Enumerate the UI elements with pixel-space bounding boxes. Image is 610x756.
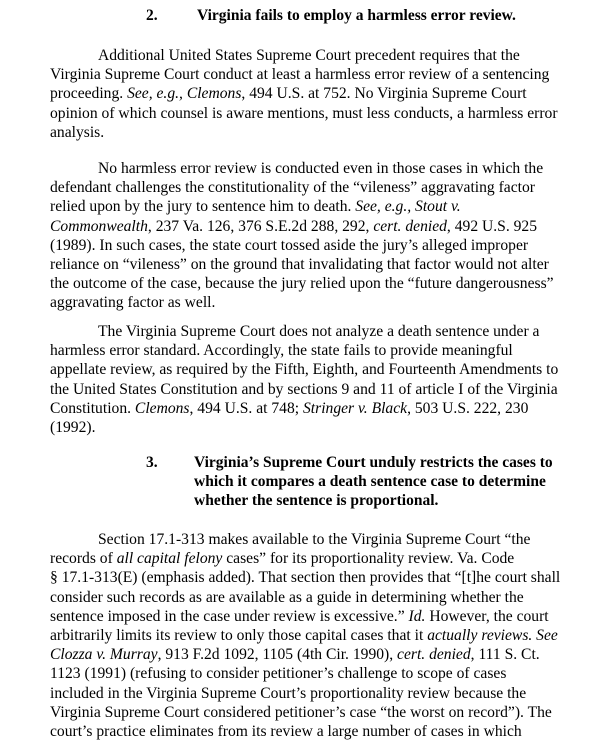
section-2-heading [146,6,566,26]
text-run: appellate review, as required by the Fifth, Eighth, and Fourteenth Amendments to [50,361,559,379]
text-line [50,123,570,142]
text-line [50,626,570,645]
text-line [50,322,570,341]
text-line [50,399,570,418]
section-3-title [194,453,553,510]
text-line [50,418,570,437]
text-line [50,217,570,236]
text-run: Constitution. [50,399,135,417]
text-line [50,722,570,741]
text-run: records of [50,550,117,568]
text-run: The Virginia Supreme Court does not analyze a death sentence under a [98,323,540,340]
text-line [50,607,570,626]
text-run: Additional United States Supreme Court precedent requires that the [98,47,520,64]
paragraph-vileness-factor [50,159,570,313]
italic-citation: Stringer v. Black [303,399,408,417]
text-line [50,236,570,255]
text-run: , 913 F.2d 1092, 1105 (4th Cir. 1990), [157,646,398,664]
text-line [50,530,570,549]
text-run: Virginia Supreme Court conduct at least a harmless error review of a sentencing [50,66,550,84]
text-run: harmless error standard. Accordingly, the state fails to provide meaningful [50,342,513,360]
section-3-heading [146,453,576,513]
italic-citation: Commonwealth [50,217,148,235]
text-line [50,104,570,123]
paragraph-proportionality-review [50,530,570,741]
text-line [50,46,570,65]
text-line [50,588,570,607]
text-run: (1989). In such cases, the state court tossed aside the jury’s alleged improper [50,236,529,254]
paragraph-harmless-error-precedent [50,46,570,142]
text-run: , 494 U.S. at 748; [189,399,303,417]
text-run: (1992). [50,419,96,437]
italic-citation: See, e.g., Stout v. [355,198,461,216]
text-line [50,197,570,216]
text-line [50,178,570,197]
text-run: opinion of which counsel is aware mentions, must less conducts, a harmless error [50,104,558,122]
italic-citation: Clemons [134,399,190,417]
text-run: reliance on “vileness” on the ground that invalidating that factor would not alter [50,256,549,274]
text-run: proceeding. [50,85,128,103]
section-2-title: Virginia fails to employ a harmless error review. [197,7,516,24]
text-run: the outcome of the case, because the jury relied upon the “future dangerousness” [50,275,554,293]
italic-citation: actually reviews. See [427,627,558,645]
text-line [50,341,570,360]
text-line [50,293,570,312]
text-run: included in the Virginia Supreme Court’s proportionality review because the [50,684,527,702]
text-line [50,568,570,587]
text-run: court’s practice eliminates from its review a large number of cases in which [50,723,522,741]
text-run: § 17.1-313(E) (emphasis added). That section then provides that “[t]he court shall [50,569,561,587]
text-run: , 494 U.S. at 752. No Virginia Supreme Court [241,85,527,103]
italic-citation: Clozza v. Murray [50,646,158,664]
italic-citation: cert. denied [373,217,447,235]
text-run: analysis. [50,123,105,141]
italic-citation: cert. denied [397,646,471,664]
text-run: consider such records as are available as a guide in determining whether the [50,588,524,606]
text-run: relied upon by the jury to sentence him to death. [50,198,356,216]
text-run: However, the court [425,607,549,625]
section-3-title-line: whether the sentence is proportional. [194,492,439,509]
text-run: Section 17.1-313 makes available to the Virginia Supreme Court “the [98,531,531,548]
text-run: , 503 U.S. 222, 230 [407,399,529,417]
text-line [50,274,570,293]
text-line [50,664,570,683]
text-run: aggravating factor as well. [50,294,216,312]
text-line [50,703,570,722]
text-run: arbitrarily limits its review to only those capital cases that it [50,627,428,645]
text-run: cases” for its proportionality review. Va. Code [222,550,515,568]
text-line [50,380,570,399]
text-line [50,360,570,379]
section-3-title-line: which it compares a death sentence case to determine [194,473,546,490]
text-run: the United States Constitution and by sections 9 and 11 of article I of the Virginia [50,380,558,398]
text-line [50,159,570,178]
text-run: 1123 (1991) (refusing to consider petitioner’s challenge to scope of cases [50,665,507,683]
text-line [50,645,570,664]
text-run: defendant challenges the constitutionality of the “vileness” aggravating factor [50,179,535,197]
section-3-title-line: Virginia’s Supreme Court unduly restricts the cases to [194,454,553,471]
italic-citation: all capital felony [116,550,223,568]
text-line [50,84,570,103]
text-run: No harmless error review is conducted even in those cases in which the [98,160,544,177]
paragraph-meaningful-review [50,322,570,437]
text-line [50,255,570,274]
text-line [50,549,570,568]
text-run: , 492 U.S. 925 [446,217,538,235]
text-line [50,684,570,703]
text-run: , 111 S. Ct. [470,646,540,664]
section-3-number: 3. [146,454,158,471]
text-run: , 237 Va. 126, 376 S.E.2d 288, 292, [147,217,374,235]
text-run: Virginia Supreme Court considered petitioner’s case “the worst on record”). The [50,703,552,721]
text-run: sentence imposed in the case under review is excessive.” [50,607,409,625]
italic-citation: See, e.g., Clemons [127,85,242,103]
section-2-number: 2. [146,7,158,24]
italic-citation: Id. [408,607,426,625]
text-line [50,65,570,84]
